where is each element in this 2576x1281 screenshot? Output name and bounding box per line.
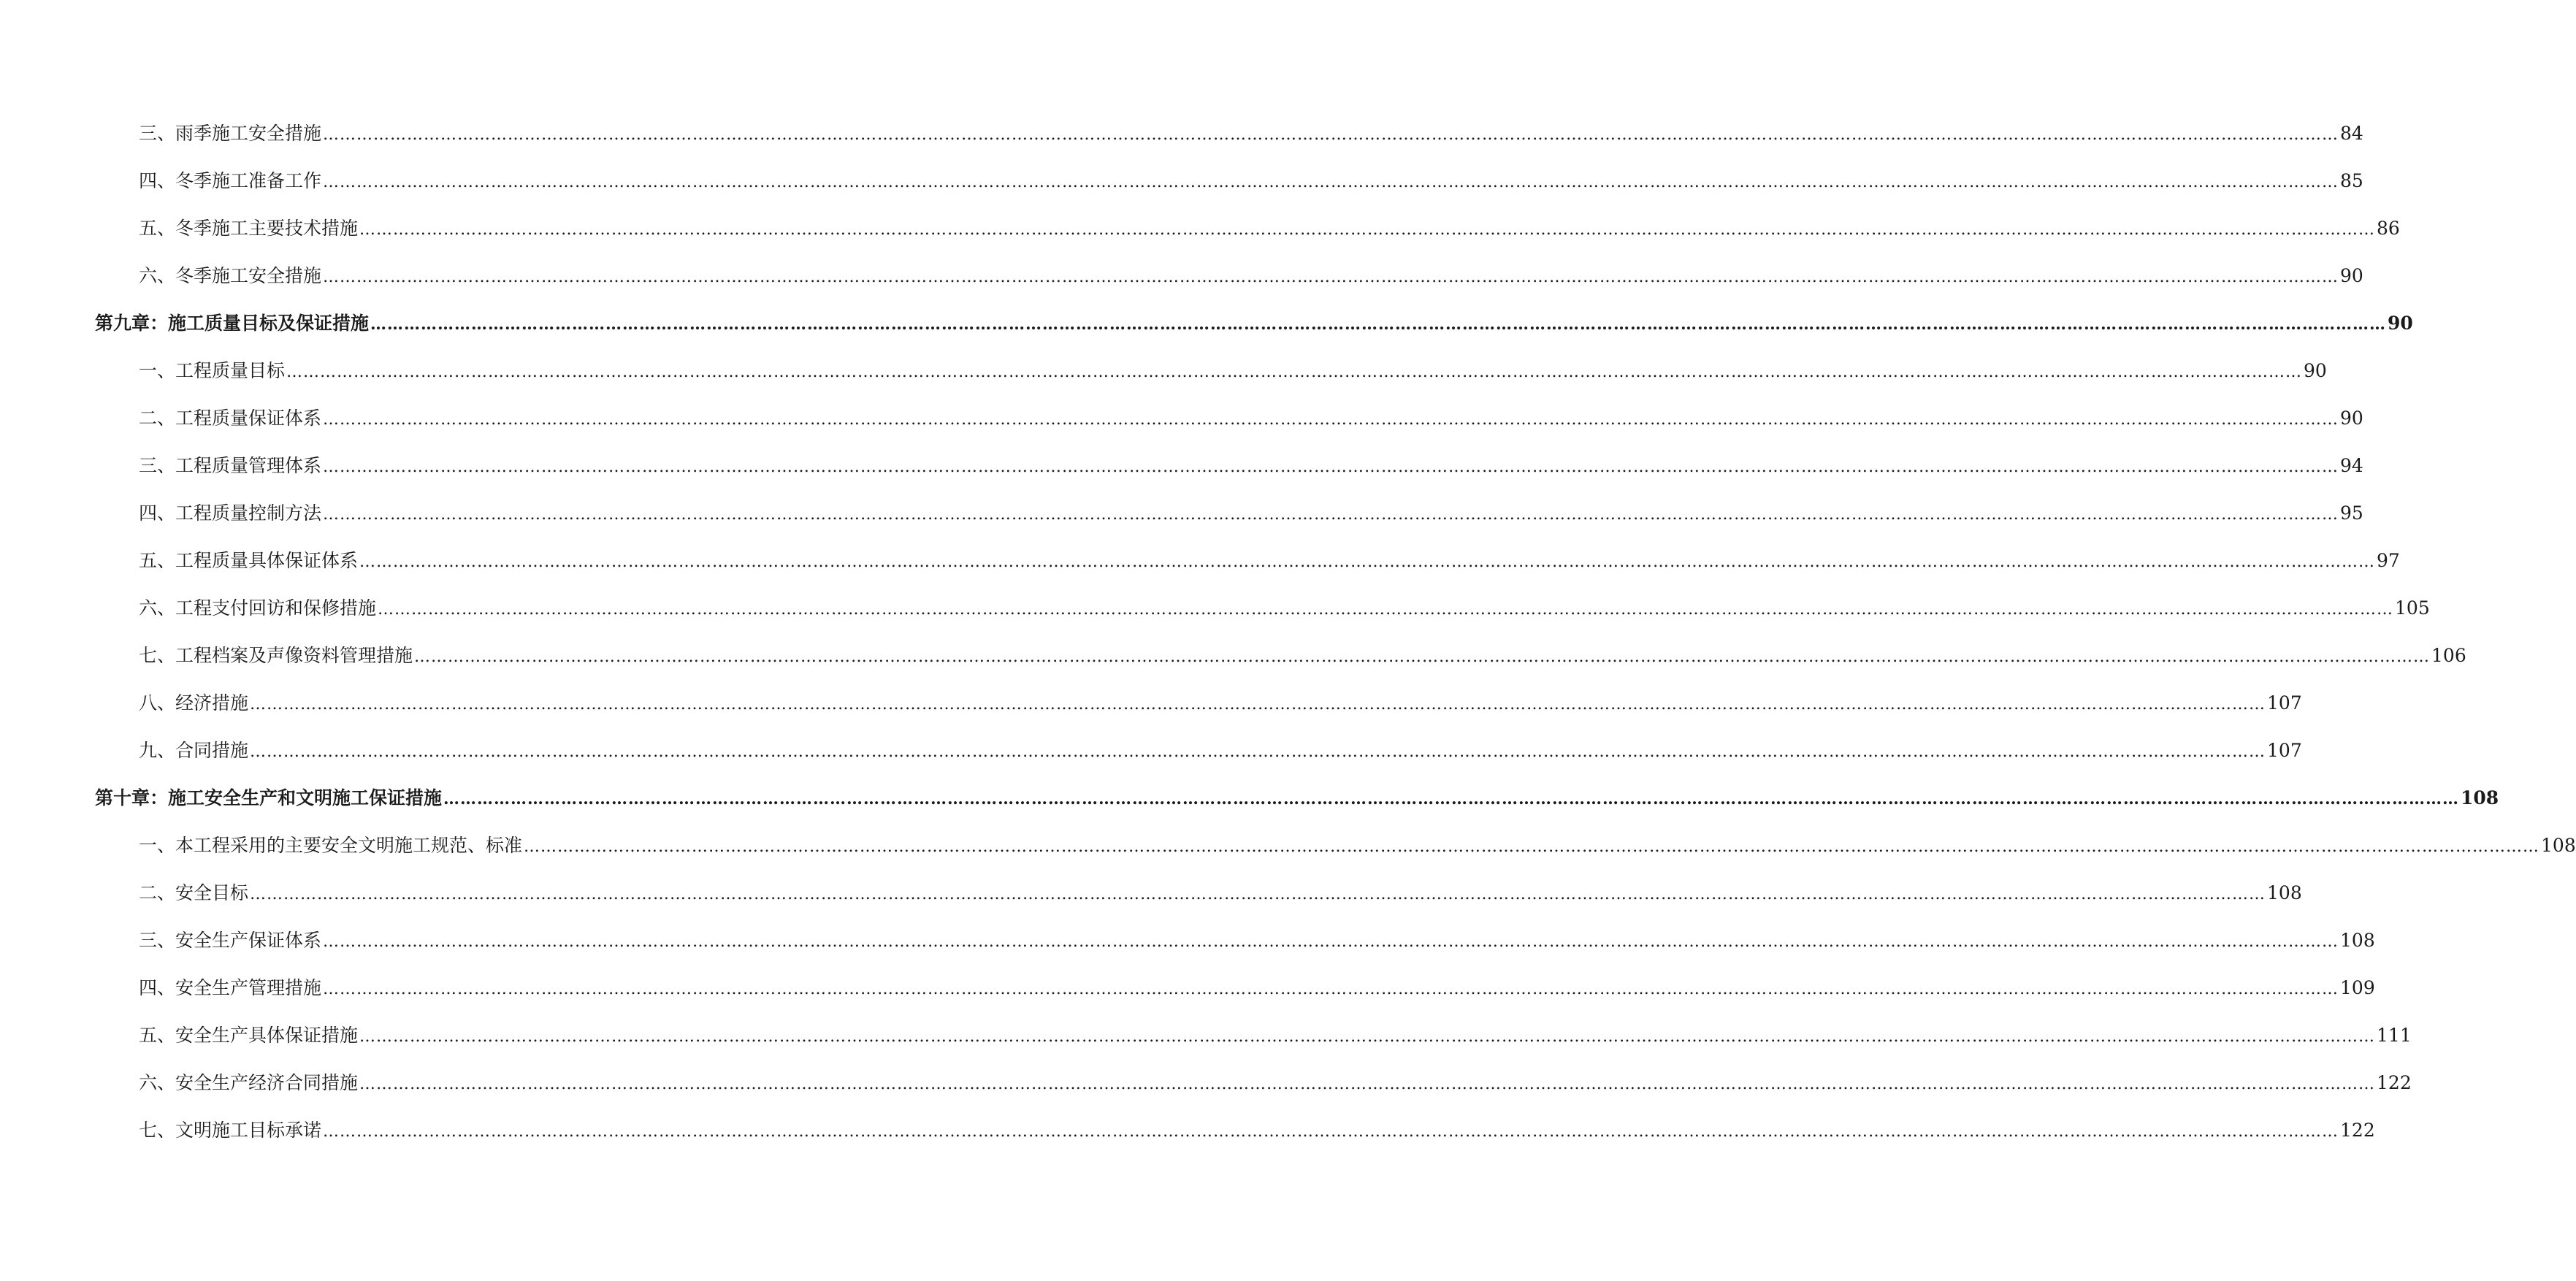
- toc-entry-title: 四、冬季施工准备工作: [139, 170, 322, 191]
- toc-section-entry[interactable]: [95, 1059, 2412, 1106]
- toc-section-entry[interactable]: [95, 584, 2430, 632]
- toc-entry-title: 七、文明施工目标承诺: [139, 1120, 322, 1141]
- toc-entry-title: 八、经济措施: [139, 692, 249, 714]
- toc-entry-page-number: 107: [2267, 692, 2302, 714]
- toc-section-entry[interactable]: [95, 252, 2363, 299]
- toc-entry-page-number: 108: [2541, 835, 2576, 856]
- toc-dot-leader: ………………………………………………………………………………………………………………………………………………………………………………………………………………………………………………………………………………………………………………………………: [359, 1075, 2376, 1093]
- toc-entry-title: 第十章：施工安全生产和文明施工保证措施: [95, 787, 443, 808]
- toc-section-entry[interactable]: [95, 110, 2363, 157]
- toc-section-entry[interactable]: [95, 1012, 2412, 1059]
- toc-section-entry[interactable]: [95, 1106, 2375, 1154]
- toc-dot-leader: ………………………………………………………………………………………………………………………………………………………………………………………………………………………………………………………………………………………………………………………………: [250, 695, 2266, 714]
- toc-entry-page-number: 109: [2340, 977, 2375, 998]
- toc-entry-page-number: 122: [2377, 1072, 2412, 1093]
- toc-entry-page-number: 108: [2461, 787, 2499, 808]
- toc-dot-leader: ………………………………………………………………………………………………………………………………………………………………………………………………………………………………………………………………………………………………………………………………: [378, 600, 2394, 619]
- toc-entry-title: 二、安全目标: [139, 882, 249, 903]
- toc-dot-leader: ………………………………………………………………………………………………………………………………………………………………………………………………………………………………………………………………………………………………………………………………: [524, 838, 2540, 856]
- table-of-contents: [95, 110, 2576, 1154]
- toc-section-entry[interactable]: [95, 679, 2302, 727]
- toc-entry-title: 四、安全生产管理措施: [139, 977, 322, 998]
- toc-entry-title: 六、冬季施工安全措施: [139, 265, 322, 286]
- toc-entry-title: 一、工程质量目标: [139, 360, 286, 381]
- toc-section-entry[interactable]: [95, 157, 2363, 204]
- toc-entry-title: 四、工程质量控制方法: [139, 502, 322, 524]
- toc-entry-page-number: 90: [2388, 313, 2413, 334]
- toc-entry-title: 七、工程档案及声像资料管理措施: [139, 645, 413, 666]
- toc-entry-page-number: 94: [2340, 455, 2363, 476]
- toc-chapter-entry[interactable]: [95, 774, 2499, 822]
- toc-section-entry[interactable]: [95, 964, 2375, 1012]
- toc-dot-leader: ………………………………………………………………………………………………………………………………………………………………………………………………………………………………………………………………………………………………………………………………: [323, 126, 2339, 144]
- toc-section-entry[interactable]: [95, 632, 2466, 679]
- toc-section-entry[interactable]: [95, 537, 2400, 584]
- toc-entry-page-number: 85: [2340, 170, 2363, 191]
- toc-entry-title: 三、雨季施工安全措施: [139, 123, 322, 144]
- toc-dot-leader: ………………………………………………………………………………………………………………………………………………………………………………………………………………………………………………………………………………………………………………………………: [443, 789, 2460, 808]
- toc-section-entry[interactable]: [95, 489, 2363, 537]
- toc-dot-leader: ………………………………………………………………………………………………………………………………………………………………………………………………………………………………………………………………………………………………………………………………: [359, 553, 2376, 571]
- toc-dot-leader: ………………………………………………………………………………………………………………………………………………………………………………………………………………………………………………………………………………………………………………………………: [359, 221, 2376, 239]
- toc-entry-title: 一、本工程采用的主要安全文明施工规范、标准: [139, 835, 523, 856]
- toc-dot-leader: ………………………………………………………………………………………………………………………………………………………………………………………………………………………………………………………………………………………………………………………………: [286, 363, 2303, 381]
- toc-entry-page-number: 107: [2267, 740, 2302, 761]
- toc-dot-leader: ………………………………………………………………………………………………………………………………………………………………………………………………………………………………………………………………………………………………………………………………: [323, 1123, 2339, 1141]
- toc-section-entry[interactable]: [95, 869, 2302, 917]
- toc-dot-leader: ………………………………………………………………………………………………………………………………………………………………………………………………………………………………………………………………………………………………………………………………: [323, 980, 2339, 998]
- toc-entry-page-number: 86: [2377, 218, 2400, 239]
- toc-entry-title: 六、工程支付回访和保修措施: [139, 597, 377, 619]
- toc-entry-page-number: 97: [2377, 550, 2400, 571]
- toc-dot-leader: ………………………………………………………………………………………………………………………………………………………………………………………………………………………………………………………………………………………………………………………………: [250, 885, 2266, 903]
- toc-entry-page-number: 90: [2340, 265, 2363, 286]
- toc-entry-title: 三、工程质量管理体系: [139, 455, 322, 476]
- toc-entry-page-number: 90: [2340, 408, 2363, 429]
- toc-entry-page-number: 108: [2340, 930, 2375, 951]
- toc-entry-title: 二、工程质量保证体系: [139, 408, 322, 429]
- toc-entry-title: 九、合同措施: [139, 740, 249, 761]
- toc-entry-page-number: 111: [2377, 1025, 2412, 1046]
- toc-entry-page-number: 90: [2304, 360, 2327, 381]
- toc-entry-page-number: 108: [2267, 882, 2302, 903]
- toc-dot-leader: ………………………………………………………………………………………………………………………………………………………………………………………………………………………………………………………………………………………………………………………………: [323, 173, 2339, 191]
- toc-section-entry[interactable]: [95, 394, 2363, 442]
- toc-section-entry[interactable]: [95, 204, 2400, 252]
- toc-entry-page-number: 106: [2431, 645, 2466, 666]
- toc-section-entry[interactable]: [95, 347, 2327, 394]
- toc-entry-title: 六、安全生产经济合同措施: [139, 1072, 359, 1093]
- toc-entry-page-number: 95: [2340, 502, 2363, 524]
- toc-section-entry[interactable]: [95, 442, 2363, 489]
- toc-dot-leader: ………………………………………………………………………………………………………………………………………………………………………………………………………………………………………………………………………………………………………………………………: [370, 315, 2387, 334]
- toc-dot-leader: ………………………………………………………………………………………………………………………………………………………………………………………………………………………………………………………………………………………………………………………………: [323, 505, 2339, 524]
- toc-entry-page-number: 105: [2395, 597, 2430, 619]
- toc-section-entry[interactable]: [95, 727, 2302, 774]
- toc-dot-leader: ………………………………………………………………………………………………………………………………………………………………………………………………………………………………………………………………………………………………………………………………: [323, 268, 2339, 286]
- toc-dot-leader: ………………………………………………………………………………………………………………………………………………………………………………………………………………………………………………………………………………………………………………………………: [250, 743, 2266, 761]
- toc-entry-page-number: 84: [2340, 123, 2363, 144]
- toc-dot-leader: ………………………………………………………………………………………………………………………………………………………………………………………………………………………………………………………………………………………………………………………………: [359, 1028, 2376, 1046]
- toc-dot-leader: ………………………………………………………………………………………………………………………………………………………………………………………………………………………………………………………………………………………………………………………………: [323, 458, 2339, 476]
- toc-dot-leader: ………………………………………………………………………………………………………………………………………………………………………………………………………………………………………………………………………………………………………………………………: [323, 933, 2339, 951]
- toc-section-entry[interactable]: [95, 917, 2375, 964]
- toc-chapter-entry[interactable]: [95, 299, 2413, 347]
- toc-entry-title: 五、安全生产具体保证措施: [139, 1025, 359, 1046]
- toc-entry-title: 三、安全生产保证体系: [139, 930, 322, 951]
- toc-entry-title: 五、工程质量具体保证体系: [139, 550, 359, 571]
- toc-entry-title: 五、冬季施工主要技术措施: [139, 218, 359, 239]
- toc-entry-title: 第九章：施工质量目标及保证措施: [95, 313, 370, 334]
- toc-dot-leader: ………………………………………………………………………………………………………………………………………………………………………………………………………………………………………………………………………………………………………………………………: [414, 648, 2431, 666]
- toc-dot-leader: ………………………………………………………………………………………………………………………………………………………………………………………………………………………………………………………………………………………………………………………………: [323, 410, 2339, 429]
- toc-entry-page-number: 122: [2340, 1120, 2375, 1141]
- toc-section-entry[interactable]: [95, 822, 2576, 869]
